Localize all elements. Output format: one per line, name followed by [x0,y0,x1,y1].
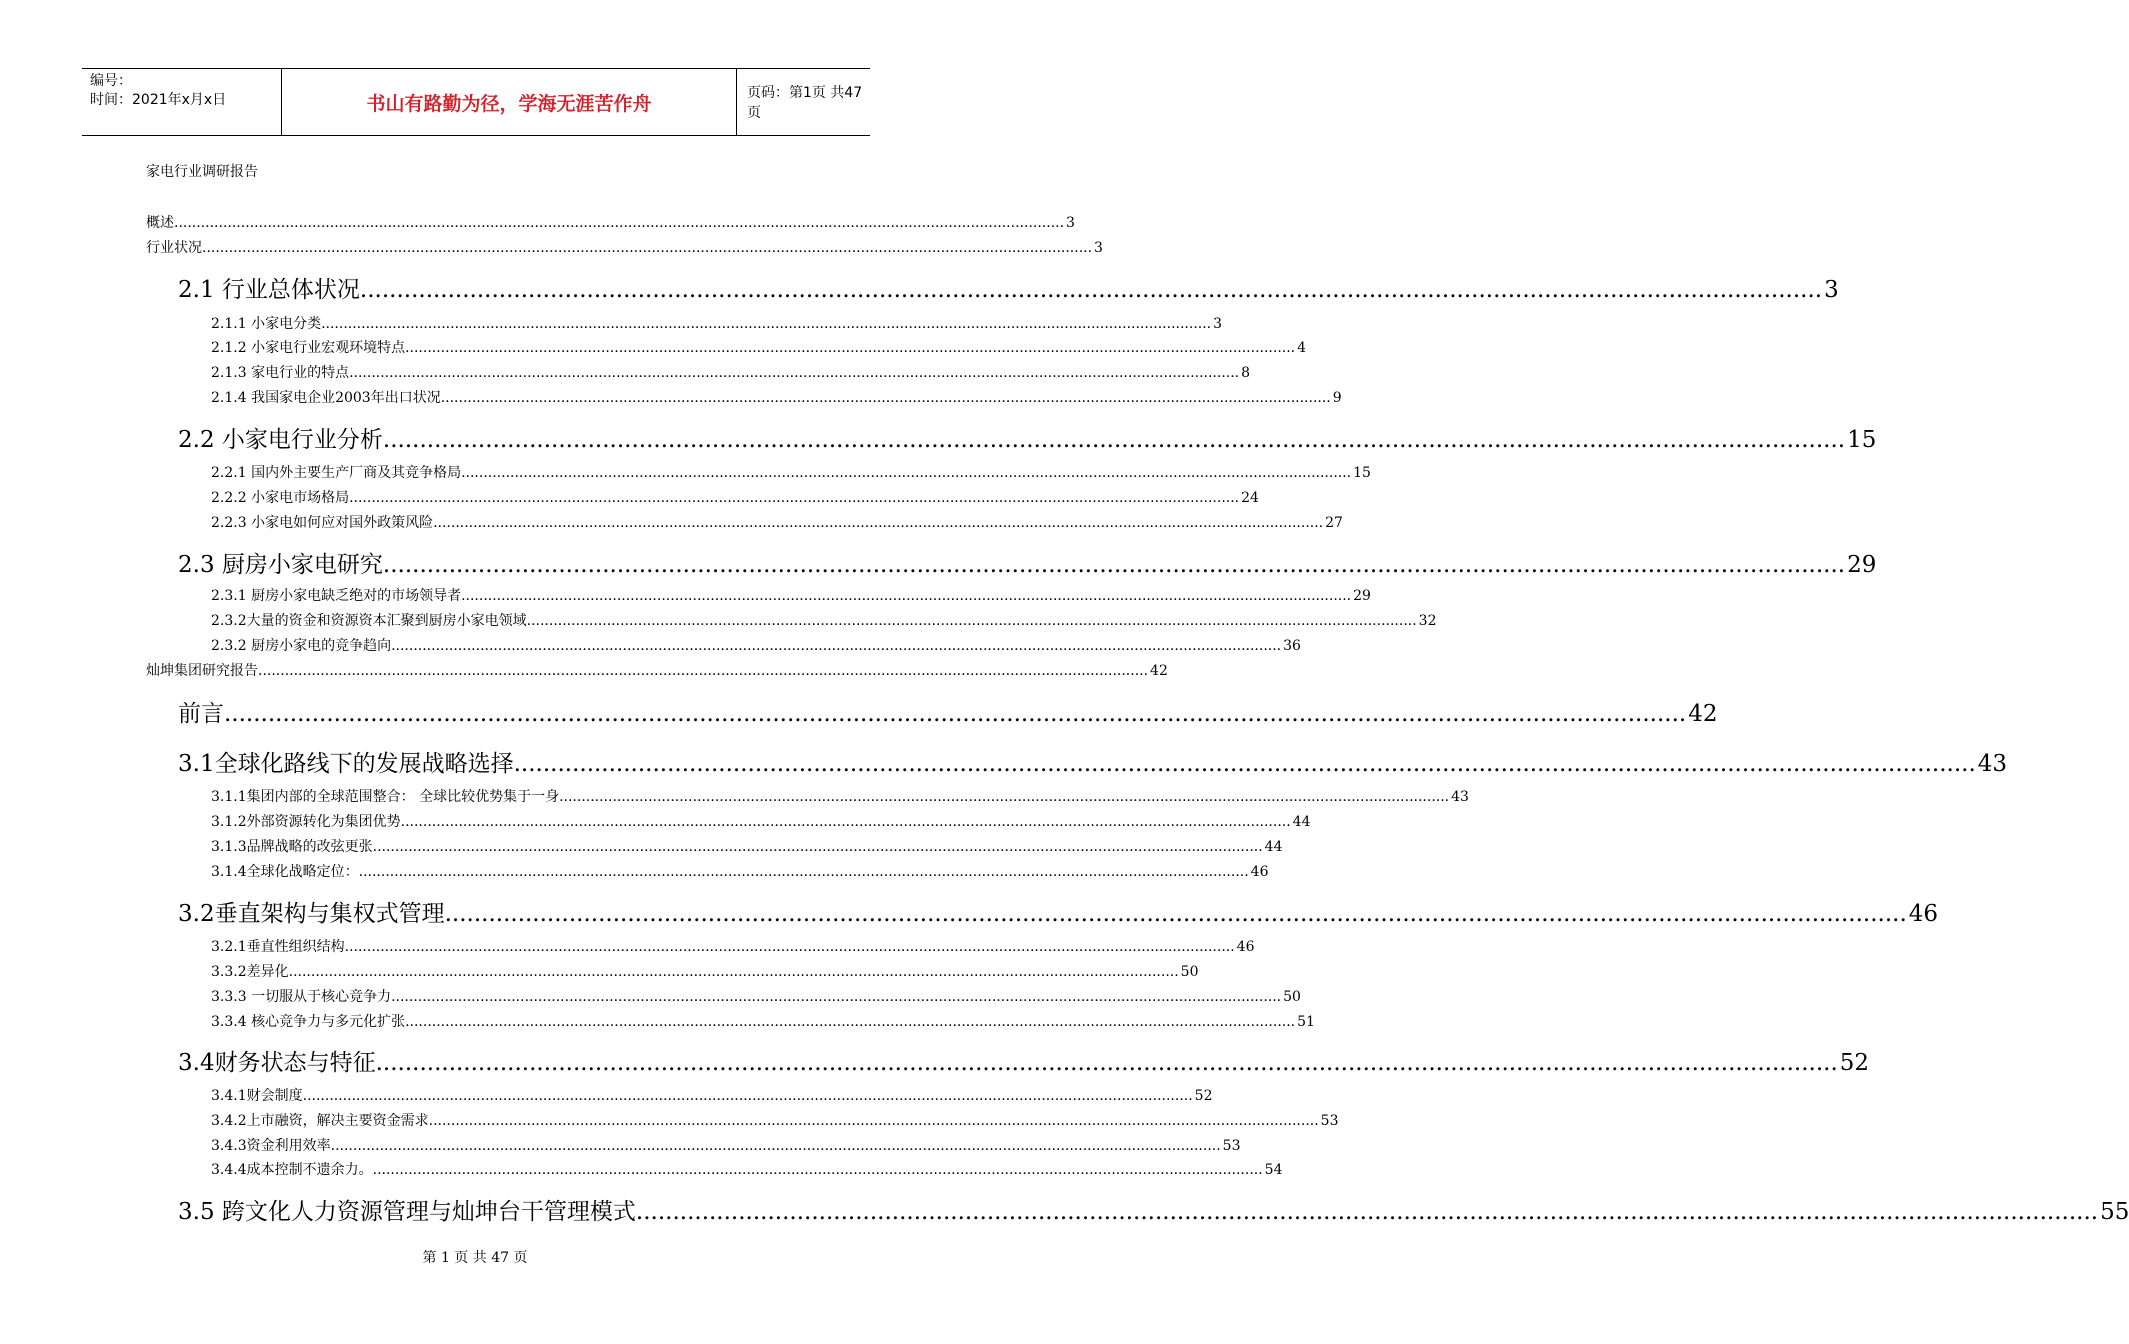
toc-entry-page: 42 [1688,701,1718,727]
toc-entry-title: 2.3 厨房小家电研究 [178,552,383,578]
toc-entry-title: 3.1.4全球化战略定位： [211,864,359,880]
toc-leader-dots: ........................................................................................................................................................................................................ [428,1113,1319,1129]
toc-entry[interactable] [211,961,1199,981]
toc-leader-dots: ........................................................................................................................................................................................................ [258,663,1149,679]
toc-entry-title: 2.2.1 国内外主要生产厂商及其竞争格局 [211,465,462,481]
toc-entry-page: 29 [1847,552,1877,578]
toc-entry-page: 3 [1824,277,1839,303]
toc-entry-title: 3.3.3 一切服从于核心竞争力 [211,989,392,1005]
toc-entry-title: 2.1.4 我国家电企业2003年出口状况 [211,390,441,406]
toc-entry-page: 46 [1236,939,1255,955]
toc-leader-dots: ........................................................................................................................................................................................................ [321,316,1212,332]
toc-leader-dots: ........................................................................................................................................................................................................ [372,839,1263,855]
toc-entry-title: 3.4.3资金利用效率 [211,1138,331,1154]
toc-entry-page: 51 [1297,1014,1315,1030]
date-label: 时间：2021年x月x日 [90,92,227,108]
toc-entry-page: 3 [1094,240,1103,256]
toc-entry-title: 2.3.1 厨房小家电缺乏绝对的市场领导者 [211,588,462,604]
toc-entry[interactable] [211,811,1311,831]
toc-entry-page: 55 [2100,1199,2129,1225]
toc-entry-page: 44 [1264,839,1283,855]
toc-entry-page: 52 [1194,1088,1213,1104]
toc-entry-page: 15 [1847,427,1877,453]
toc-entry-title: 3.3.4 核心竞争力与多元化扩张 [211,1014,406,1030]
toc-entry[interactable] [211,462,1371,482]
toc-entry-page: 24 [1241,490,1259,506]
toc-leader-dots: ........................................................................................................................................................................................................ [358,864,1249,880]
toc-entry-title: 2.2.2 小家电市场格局 [211,490,350,506]
toc-entry-page: 52 [1839,1050,1870,1076]
toc-entry-page: 3 [1066,215,1075,231]
toc-entry[interactable] [211,1085,1213,1105]
toc-entry[interactable] [211,1011,1315,1031]
number-label: 编号： [90,73,132,89]
document-title: 家电行业调研报告 [146,164,258,180]
toc-entry-title: 3.4.1财会制度 [211,1088,303,1104]
toc-entry-title: 3.4.4成本控制不遗余力。 [211,1162,373,1178]
toc-leader-dots: ........................................................................................................................................................................................................ [513,751,1976,777]
toc-entry-page: 36 [1283,638,1301,654]
toc-leader-dots: ........................................................................................................................................................................................................ [382,552,1846,578]
toc-entry[interactable] [211,1159,1283,1179]
toc-entry[interactable] [211,610,1437,630]
toc-entry-title: 2.3.2 厨房小家电的竞争趋向 [211,638,392,654]
toc-leader-dots: ........................................................................................................................................................................................................ [349,365,1240,381]
toc-leader-dots: ........................................................................................................................................................................................................ [400,814,1291,830]
header-page-info: 页码：第1页 共47页 [747,85,863,121]
toc-entry-title: 3.2.1垂直性组织结构 [211,939,345,955]
toc-entry[interactable] [211,362,1251,382]
toc-entry-page: 43 [1977,751,2008,777]
toc-leader-dots: ........................................................................................................................................................................................................ [288,964,1179,980]
toc-entry[interactable] [211,1110,1339,1130]
toc-entry[interactable] [211,387,1342,407]
toc-entry-page: 54 [1264,1162,1283,1178]
toc-entry-title: 3.5 跨文化人力资源管理与灿坤台干管理模式 [178,1199,636,1225]
toc-leader-dots: ........................................................................................................................................................................................................ [635,1199,2099,1225]
toc-entry-page: 32 [1418,613,1437,629]
toc-entry-title: 3.1.3品牌战略的改弦更张 [211,839,373,855]
toc-entry[interactable] [178,895,1939,928]
toc-entry-page: 4 [1297,340,1307,356]
toc-entry[interactable] [211,512,1343,532]
toc-leader-dots: ........................................................................................................................................................................................................ [202,240,1093,256]
toc-entry-page: 29 [1353,588,1371,604]
toc-entry-title: 3.4财务状态与特征 [178,1050,376,1076]
toc-entry-page: 9 [1332,390,1342,406]
toc-entry[interactable] [146,660,1168,680]
toc-entry[interactable] [211,836,1283,856]
toc-leader-dots: ........................................................................................................................................................................................................ [391,638,1282,654]
toc-entry-page: 53 [1320,1113,1339,1129]
toc-entry-title: 2.1.3 家电行业的特点 [211,365,350,381]
toc-leader-dots: ........................................................................................................................................................................................................ [372,1162,1263,1178]
toc-entry[interactable] [211,313,1223,333]
header-motto: 书山有路勤为径，学海无涯苦作舟 [282,69,737,135]
toc-entry-title: 2.1.1 小家电分类 [211,316,322,332]
toc-entry-page: 46 [1908,901,1939,927]
toc-leader-dots: ........................................................................................................................................................................................................ [405,1014,1296,1030]
toc-entry-title: 灿坤集团研究报告 [146,663,258,679]
toc-entry[interactable] [211,786,1469,806]
toc-entry[interactable] [211,487,1259,507]
toc-entry[interactable] [178,695,1718,728]
toc-leader-dots: ........................................................................................................................................................................................................ [359,277,1823,303]
toc-leader-dots: ........................................................................................................................................................................................................ [344,939,1235,955]
toc-entry-title: 2.1 行业总体状况 [178,277,360,303]
toc-entry-title: 概述 [146,215,174,231]
toc-entry-page: 8 [1241,365,1251,381]
toc-entry[interactable] [211,861,1269,881]
toc-leader-dots: ........................................................................................................................................................................................................ [461,465,1352,481]
toc-entry-title: 2.3.2大量的资金和资源资本汇聚到厨房小家电领域 [211,613,527,629]
toc-leader-dots: ........................................................................................................................................................................................................ [349,490,1240,506]
toc-entry[interactable] [178,1044,1870,1077]
toc-entry[interactable] [211,986,1301,1006]
toc-entry[interactable] [146,237,1103,257]
toc-entry-title: 行业状况 [146,240,202,256]
toc-entry[interactable] [178,421,1877,454]
toc-entry-title: 3.3.2差异化 [211,964,289,980]
toc-entry[interactable] [211,337,1307,357]
toc-entry[interactable] [211,936,1255,956]
toc-entry-title: 2.2.3 小家电如何应对国外政策风险 [211,515,434,531]
toc-leader-dots: ........................................................................................................................................................................................................ [461,588,1352,604]
toc-entry[interactable] [211,635,1301,655]
toc-leader-dots: ........................................................................................................................................................................................................ [330,1138,1221,1154]
toc-leader-dots: ........................................................................................................................................................................................................ [559,789,1450,805]
toc-leader-dots: ........................................................................................................................................................................................................ [382,427,1846,453]
toc-entry-page: 46 [1250,864,1269,880]
toc-entry-title: 3.1全球化路线下的发展战略选择 [178,751,514,777]
toc-entry-page: 44 [1292,814,1311,830]
toc-entry-title: 3.4.2上市融资，解决主要资金需求 [211,1113,429,1129]
toc-entry-page: 50 [1283,989,1301,1005]
toc-entry-title: 3.2垂直架构与集权式管理 [178,901,445,927]
toc-leader-dots: ........................................................................................................................................................................................................ [174,215,1065,231]
toc-leader-dots: ........................................................................................................................................................................................................ [526,613,1417,629]
toc-entry-page: 53 [1222,1138,1241,1154]
toc-leader-dots: ........................................................................................................................................................................................................ [405,340,1296,356]
toc-entry[interactable] [178,745,2008,778]
toc-leader-dots: ........................................................................................................................................................................................................ [391,989,1282,1005]
toc-entry-title: 3.1.2外部资源转化为集团优势 [211,814,401,830]
toc-leader-dots: ........................................................................................................................................................................................................ [444,901,1907,927]
toc-entry[interactable] [211,1135,1241,1155]
toc-entry-title: 前言 [178,701,224,727]
toc-entry-title: 2.2 小家电行业分析 [178,427,383,453]
toc-entry-page: 43 [1451,789,1469,805]
toc-leader-dots: ........................................................................................................................................................................................................ [433,515,1324,531]
toc-entry-page: 50 [1180,964,1199,980]
toc-entry[interactable] [178,546,1877,579]
toc-entry-title: 2.1.2 小家电行业宏观环境特点 [211,340,406,356]
toc-entry-title: 3.1.1集团内部的全球范围整合： 全球比较优势集于一身 [211,789,560,805]
toc-leader-dots: ........................................................................................................................................................................................................ [224,701,1687,727]
toc-leader-dots: ........................................................................................................................................................................................................ [302,1088,1193,1104]
page-footer: 第 1 页 共 47 页 [422,1250,528,1266]
toc-leader-dots: ........................................................................................................................................................................................................ [440,390,1331,406]
toc-entry-page: 42 [1150,663,1168,679]
toc-leader-dots: ........................................................................................................................................................................................................ [375,1050,1838,1076]
toc-entry[interactable] [146,212,1075,232]
toc-entry[interactable] [211,585,1371,605]
toc-entry[interactable] [178,1193,2129,1226]
toc-entry[interactable] [178,271,1839,304]
toc-entry-page: 27 [1325,515,1343,531]
toc-entry-page: 15 [1353,465,1371,481]
toc-entry-page: 3 [1213,316,1223,332]
